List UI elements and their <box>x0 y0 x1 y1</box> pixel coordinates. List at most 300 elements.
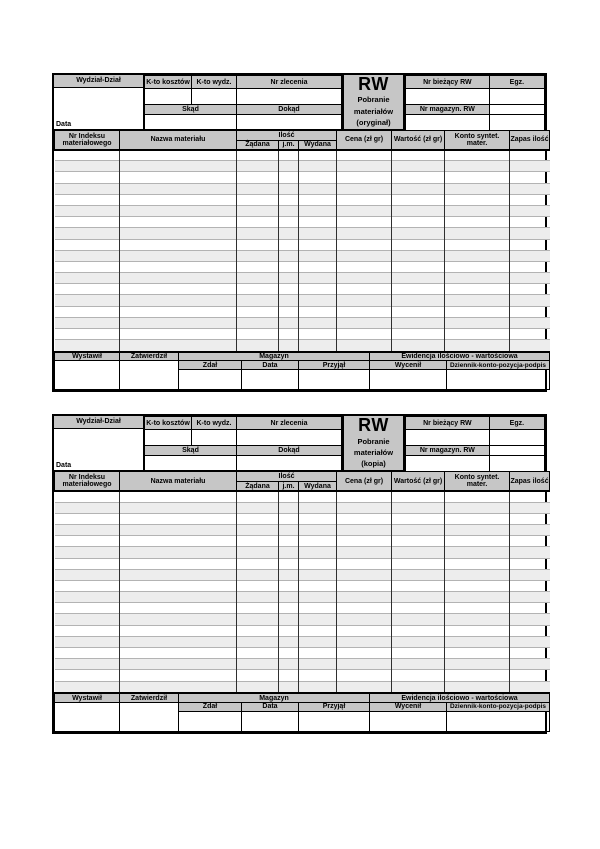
material-row <box>55 340 550 351</box>
material-cell <box>55 205 120 216</box>
material-cell <box>510 261 550 272</box>
col-header-zapas <box>510 472 550 491</box>
material-cell <box>120 172 237 183</box>
zdal-signature-cell <box>179 370 242 390</box>
zdal-header: Zdał <box>179 702 242 711</box>
material-cell <box>120 194 237 205</box>
material-cell <box>279 261 299 272</box>
material-cell <box>510 183 550 194</box>
material-cell <box>392 317 445 328</box>
material-cell <box>237 273 279 284</box>
material-cell <box>279 284 299 295</box>
col-header-cena <box>337 131 392 150</box>
material-cell <box>120 284 237 295</box>
material-cell <box>510 306 550 317</box>
material-cell <box>279 329 299 340</box>
doc-code: RW <box>358 415 389 436</box>
signatures-section <box>54 351 550 391</box>
material-cell <box>237 648 279 659</box>
material-cell <box>299 273 337 284</box>
wycenil-header: Wycenił <box>370 361 447 370</box>
material-cell <box>445 491 510 502</box>
material-cell <box>120 295 237 306</box>
material-cell <box>237 329 279 340</box>
wydzial-dzial-header: Wydział-Dział <box>54 75 143 88</box>
magazyn-header: Magazyn <box>179 693 370 702</box>
material-cell <box>337 592 392 603</box>
material-row <box>55 592 550 603</box>
wycenil-header: Wycenił <box>370 702 447 711</box>
skad-header: Skąd <box>145 105 237 115</box>
egz-value-cell <box>489 430 544 446</box>
material-cell <box>55 284 120 295</box>
material-cell <box>337 513 392 524</box>
material-cell <box>279 295 299 306</box>
dokad-header: Dokąd <box>237 446 342 456</box>
material-row <box>55 239 550 250</box>
material-cell <box>445 194 510 205</box>
material-cell <box>299 172 337 183</box>
material-cell <box>237 614 279 625</box>
material-cell <box>445 306 510 317</box>
material-cell <box>279 592 299 603</box>
material-cell <box>279 580 299 591</box>
materials-table <box>54 130 550 351</box>
material-cell <box>55 648 120 659</box>
material-row <box>55 614 550 625</box>
material-cell <box>337 329 392 340</box>
material-cell <box>445 250 510 261</box>
col-header-zapas <box>510 131 550 150</box>
zatwierdzil-signature-cell <box>120 702 179 731</box>
material-cell <box>299 648 337 659</box>
material-cell <box>237 603 279 614</box>
material-cell <box>445 172 510 183</box>
header-line: materiałowego <box>62 481 112 489</box>
material-cell <box>337 261 392 272</box>
material-cell <box>237 172 279 183</box>
material-cell <box>279 502 299 513</box>
material-row <box>55 217 550 228</box>
col-header-wartosc <box>392 472 445 491</box>
material-cell <box>279 536 299 547</box>
material-cell <box>299 569 337 580</box>
material-cell <box>510 648 550 659</box>
header-line: Cena <box>344 477 363 485</box>
material-cell <box>445 183 510 194</box>
przyjal-header: Przyjął <box>299 702 370 711</box>
material-cell <box>120 536 237 547</box>
material-cell <box>392 491 445 502</box>
zdal-header: Zdał <box>179 361 242 370</box>
egz-bottom-cell <box>489 115 544 131</box>
material-cell <box>299 536 337 547</box>
nr-biezacy-rw-value-cell <box>406 89 490 105</box>
material-cell <box>279 306 299 317</box>
material-cell <box>237 536 279 547</box>
doc-title-line2: materiałów <box>353 448 394 458</box>
material-cell <box>392 306 445 317</box>
header-line: (zł gr) <box>364 136 384 144</box>
material-cell <box>55 603 120 614</box>
material-cell <box>392 636 445 647</box>
material-cell <box>337 250 392 261</box>
material-cell <box>392 603 445 614</box>
przyjal-signature-cell <box>299 370 370 390</box>
material-row <box>55 250 550 261</box>
material-cell <box>237 681 279 692</box>
material-cell <box>299 513 337 524</box>
material-cell <box>299 558 337 569</box>
material-cell <box>392 250 445 261</box>
materials-table <box>54 471 550 692</box>
material-row <box>55 491 550 502</box>
col-header-nr-indeksu <box>55 131 120 150</box>
material-cell <box>392 239 445 250</box>
material-cell <box>55 513 120 524</box>
k-to-kosztow-header: K-to kosztów <box>145 417 192 430</box>
material-cell <box>337 295 392 306</box>
data-col-header: Data <box>242 361 299 370</box>
material-cell <box>55 681 120 692</box>
material-cell <box>120 547 237 558</box>
skad-value-cell <box>145 456 237 472</box>
material-cell <box>510 681 550 692</box>
material-cell <box>445 340 510 351</box>
material-cell <box>445 239 510 250</box>
material-cell <box>337 317 392 328</box>
material-cell <box>120 317 237 328</box>
material-cell <box>445 161 510 172</box>
material-cell <box>55 317 120 328</box>
k-to-wydz-header: K-to wydz. <box>192 76 237 89</box>
material-cell <box>55 592 120 603</box>
col-header-zadana: Żądana <box>237 482 279 491</box>
material-cell <box>55 524 120 535</box>
zdal-signature-cell <box>179 711 242 731</box>
header-line: materiałowego <box>62 139 112 147</box>
material-cell <box>445 536 510 547</box>
material-cell <box>55 502 120 513</box>
material-cell <box>237 524 279 535</box>
data-label: Data <box>56 121 72 128</box>
k-to-wydz-header: K-to wydz. <box>192 417 237 430</box>
col-header-wartosc <box>392 131 445 150</box>
signatures-section <box>54 692 550 732</box>
material-cell <box>392 513 445 524</box>
material-cell <box>55 250 120 261</box>
material-cell <box>120 183 237 194</box>
rw-form-original <box>52 73 547 392</box>
material-cell <box>392 205 445 216</box>
material-row <box>55 513 550 524</box>
material-cell <box>299 228 337 239</box>
material-cell <box>299 636 337 647</box>
material-cell <box>237 502 279 513</box>
col-header-nazwa-materialu <box>120 131 237 150</box>
nr-magazyn-rw-side-cell <box>489 105 544 115</box>
skad-value-cell <box>145 115 237 131</box>
material-cell <box>55 625 120 636</box>
material-row <box>55 547 550 558</box>
material-cell <box>120 659 237 670</box>
material-cell <box>445 636 510 647</box>
material-cell <box>55 614 120 625</box>
material-cell <box>120 306 237 317</box>
material-cell <box>237 340 279 351</box>
header-line: (zł gr) <box>423 136 443 144</box>
material-cell <box>337 502 392 513</box>
col-header-konto-syntet <box>445 131 510 150</box>
wycenil-signature-cell <box>370 711 447 731</box>
material-cell <box>279 194 299 205</box>
material-cell <box>279 228 299 239</box>
material-row <box>55 502 550 513</box>
material-row <box>55 536 550 547</box>
material-cell <box>510 603 550 614</box>
wydzial-dzial-header: Wydział-Dział <box>54 416 143 429</box>
material-cell <box>55 547 120 558</box>
material-cell <box>445 625 510 636</box>
material-cell <box>299 580 337 591</box>
material-cell <box>445 205 510 216</box>
header-line: (zł gr) <box>423 477 443 485</box>
material-cell <box>445 150 510 161</box>
material-row <box>55 205 550 216</box>
material-cell <box>392 502 445 513</box>
material-row <box>55 183 550 194</box>
dokad-header: Dokąd <box>237 105 342 115</box>
material-cell <box>337 150 392 161</box>
material-cell <box>337 273 392 284</box>
material-cell <box>299 329 337 340</box>
material-cell <box>337 614 392 625</box>
material-row <box>55 172 550 183</box>
material-cell <box>510 295 550 306</box>
header-line: mater. <box>466 481 488 489</box>
col-header-zadana: Żądana <box>237 141 279 150</box>
material-row <box>55 273 550 284</box>
material-row <box>55 558 550 569</box>
material-cell <box>445 580 510 591</box>
k-to-kosztow-header: K-to kosztów <box>145 76 192 89</box>
material-cell <box>237 580 279 591</box>
egz-value-cell <box>489 89 544 105</box>
col-header-nazwa-materialu <box>120 472 237 491</box>
material-cell <box>392 614 445 625</box>
material-row <box>55 161 550 172</box>
material-cell <box>279 614 299 625</box>
material-cell <box>299 625 337 636</box>
material-cell <box>392 217 445 228</box>
material-cell <box>337 670 392 681</box>
header-line: Zapas <box>510 136 531 144</box>
material-cell <box>120 150 237 161</box>
material-cell <box>237 194 279 205</box>
material-cell <box>337 536 392 547</box>
header-line: Zapas <box>510 477 531 485</box>
material-cell <box>55 172 120 183</box>
material-cell <box>392 592 445 603</box>
material-cell <box>237 161 279 172</box>
nr-zlecenia-header: Nr zlecenia <box>237 417 342 430</box>
material-cell <box>237 217 279 228</box>
material-cell <box>299 217 337 228</box>
material-cell <box>279 273 299 284</box>
material-cell <box>337 228 392 239</box>
material-cell <box>237 569 279 580</box>
rw-title-box <box>342 75 405 129</box>
material-cell <box>510 513 550 524</box>
material-cell <box>279 681 299 692</box>
material-cell <box>279 172 299 183</box>
material-cell <box>510 592 550 603</box>
header-line: ilość <box>532 477 549 485</box>
nr-magazyn-rw-value-cell <box>406 456 490 472</box>
nr-magazyn-rw-header: Nr magazyn. RW <box>406 105 490 115</box>
material-cell <box>337 547 392 558</box>
dziennik-header: Dziennik-konto-pozycja-podpis <box>447 702 550 711</box>
material-row <box>55 681 550 692</box>
material-row <box>55 194 550 205</box>
wydzial-dzial-value-cell <box>54 88 143 129</box>
rw-number-block <box>405 416 545 472</box>
material-cell <box>55 228 120 239</box>
nr-biezacy-rw-header: Nr bieżący RW <box>406 76 490 89</box>
material-cell <box>445 513 510 524</box>
k-to-kosztow-value-cell <box>145 430 192 446</box>
material-cell <box>337 217 392 228</box>
material-cell <box>337 183 392 194</box>
material-cell <box>510 502 550 513</box>
material-cell <box>299 317 337 328</box>
material-cell <box>55 150 120 161</box>
header-line: Konto syntet. <box>454 474 500 482</box>
material-cell <box>337 172 392 183</box>
material-cell <box>237 306 279 317</box>
skad-header: Skąd <box>145 446 237 456</box>
material-cell <box>392 569 445 580</box>
material-cell <box>337 558 392 569</box>
material-cell <box>120 592 237 603</box>
material-cell <box>445 217 510 228</box>
material-cell <box>392 625 445 636</box>
dziennik-value-cell <box>447 711 550 731</box>
material-cell <box>237 625 279 636</box>
material-cell <box>279 569 299 580</box>
material-row <box>55 306 550 317</box>
zatwierdzil-header: Zatwierdził <box>120 352 179 361</box>
egz-header: Egz. <box>489 76 544 89</box>
material-cell <box>279 636 299 647</box>
material-cell <box>445 648 510 659</box>
material-cell <box>120 558 237 569</box>
material-cell <box>120 205 237 216</box>
wystawil-header: Wystawił <box>55 693 120 702</box>
material-cell <box>120 340 237 351</box>
material-cell <box>510 558 550 569</box>
material-cell <box>337 636 392 647</box>
material-row <box>55 295 550 306</box>
material-cell <box>445 558 510 569</box>
material-cell <box>299 340 337 351</box>
material-cell <box>55 329 120 340</box>
material-cell <box>279 670 299 681</box>
material-cell <box>510 625 550 636</box>
material-cell <box>237 183 279 194</box>
material-cell <box>120 603 237 614</box>
material-cell <box>445 547 510 558</box>
material-cell <box>337 194 392 205</box>
material-cell <box>392 659 445 670</box>
material-cell <box>237 228 279 239</box>
material-cell <box>237 513 279 524</box>
material-cell <box>299 239 337 250</box>
doc-title-line1: Pobranie <box>357 95 390 105</box>
material-cell <box>237 284 279 295</box>
material-cell <box>392 329 445 340</box>
material-cell <box>120 524 237 535</box>
material-cell <box>392 670 445 681</box>
material-cell <box>392 194 445 205</box>
material-cell <box>445 614 510 625</box>
k-to-wydz-value-cell <box>192 89 237 105</box>
material-cell <box>445 261 510 272</box>
material-cell <box>299 670 337 681</box>
material-row <box>55 648 550 659</box>
header-line: Nazwa materiału <box>150 477 206 485</box>
material-cell <box>299 547 337 558</box>
header-line: Konto syntet. <box>454 132 500 140</box>
magazyn-header: Magazyn <box>179 352 370 361</box>
material-cell <box>120 648 237 659</box>
material-cell <box>510 329 550 340</box>
material-cell <box>510 317 550 328</box>
material-cell <box>337 306 392 317</box>
material-cell <box>120 681 237 692</box>
material-cell <box>279 648 299 659</box>
department-block <box>54 75 144 129</box>
rw-number-block <box>405 75 545 131</box>
material-cell <box>237 239 279 250</box>
rw-form-copy <box>52 414 547 733</box>
egz-bottom-cell <box>489 456 544 472</box>
wydzial-dzial-value-cell <box>54 429 143 470</box>
material-cell <box>392 340 445 351</box>
material-row <box>55 150 550 161</box>
material-cell <box>337 580 392 591</box>
material-cell <box>237 150 279 161</box>
material-cell <box>445 502 510 513</box>
wycenil-signature-cell <box>370 370 447 390</box>
material-cell <box>510 547 550 558</box>
nr-zlecenia-value-cell <box>237 430 342 446</box>
material-cell <box>299 614 337 625</box>
material-cell <box>392 681 445 692</box>
material-cell <box>392 536 445 547</box>
material-cell <box>120 502 237 513</box>
zatwierdzil-header: Zatwierdził <box>120 693 179 702</box>
header-line: Nr Indeksu <box>68 132 106 140</box>
doc-title-line1: Pobranie <box>357 436 390 446</box>
col-group-ilosc: Ilość <box>237 131 337 141</box>
material-cell <box>510 150 550 161</box>
material-cell <box>299 524 337 535</box>
material-cell <box>392 648 445 659</box>
material-cell <box>120 261 237 272</box>
material-cell <box>510 536 550 547</box>
nr-biezacy-rw-header: Nr bieżący RW <box>406 417 490 430</box>
